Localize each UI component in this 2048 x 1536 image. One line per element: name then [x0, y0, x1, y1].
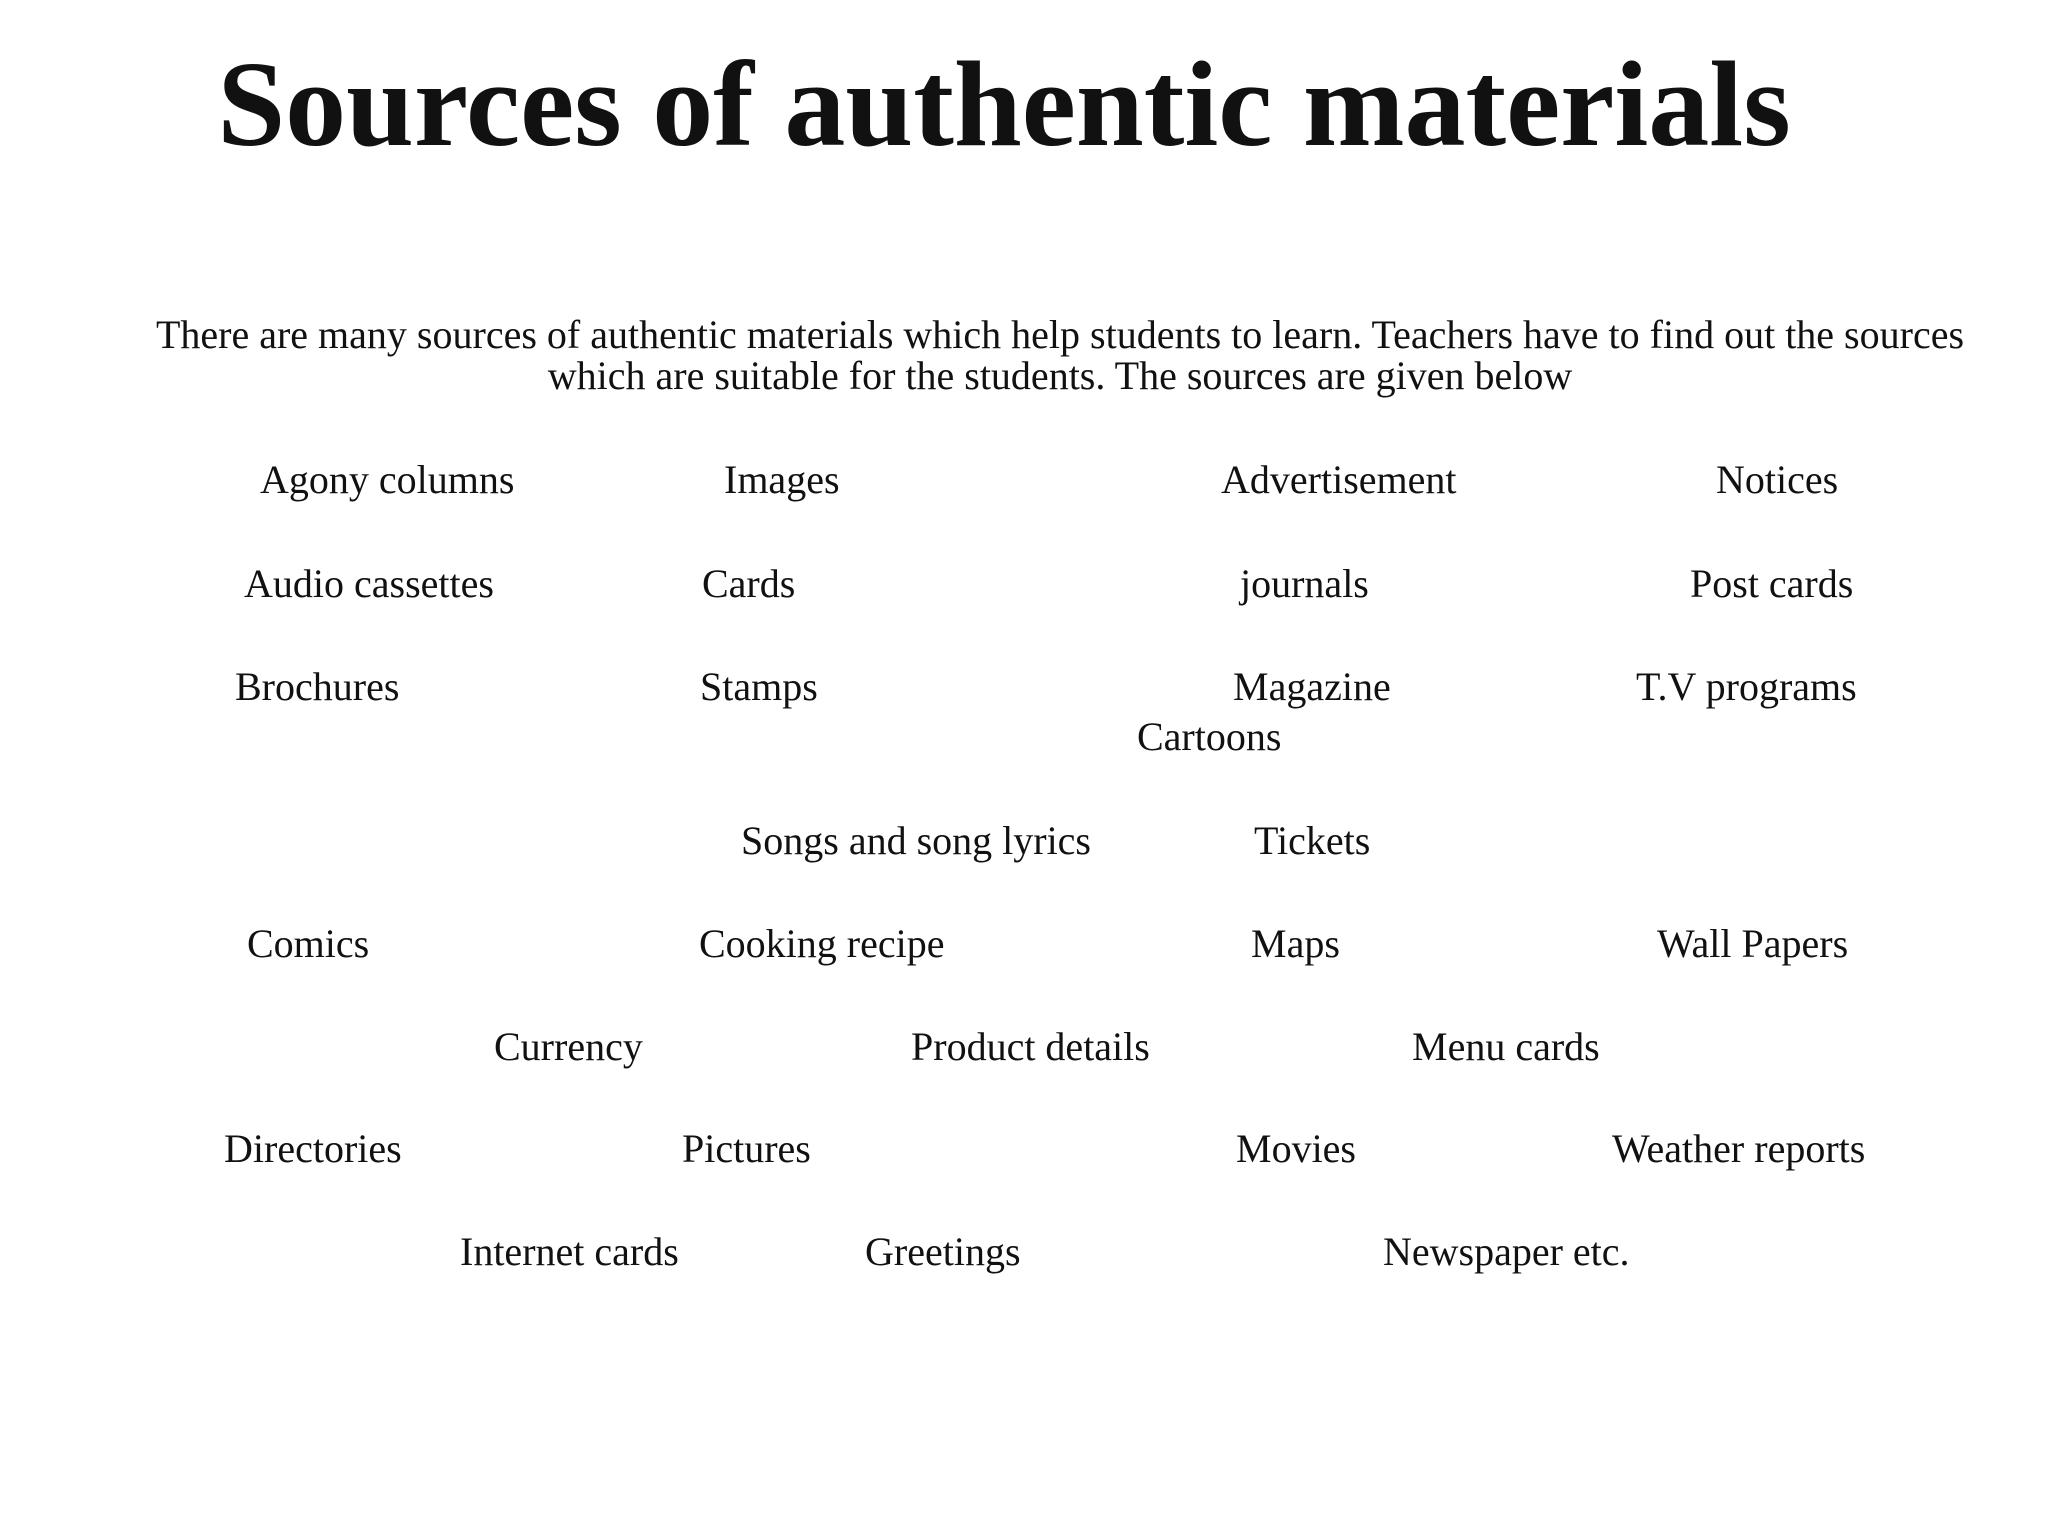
source-item: Images	[724, 457, 840, 502]
source-item: Cooking recipe	[699, 921, 945, 966]
source-item: Cartoons	[1137, 714, 1282, 759]
source-item: Newspaper etc.	[1383, 1229, 1630, 1274]
source-item: Tickets	[1254, 818, 1371, 863]
source-item: T.V programs	[1636, 664, 1857, 709]
source-item: Agony columns	[260, 457, 515, 502]
source-item: Comics	[247, 921, 370, 966]
source-item: Maps	[1251, 921, 1340, 966]
source-item: Audio cassettes	[244, 561, 494, 606]
source-item: Product details	[911, 1024, 1150, 1069]
source-item: Movies	[1236, 1126, 1356, 1171]
source-item: Wall Papers	[1657, 921, 1849, 966]
source-item: Menu cards	[1412, 1024, 1600, 1069]
source-item: Weather reports	[1612, 1126, 1866, 1171]
source-item: Internet cards	[460, 1229, 679, 1274]
source-item: Notices	[1716, 457, 1839, 502]
source-item: Directories	[224, 1126, 402, 1171]
source-item: Advertisement	[1221, 457, 1457, 502]
source-item: Post cards	[1690, 561, 1854, 606]
intro-paragraph: There are many sources of authentic materials which help students to learn. Teachers have to find out the sources which are suitable for the students. The sources are given below	[155, 312, 1965, 398]
slide-title: Sources of authentic materials	[217, 37, 1791, 172]
source-item: Currency	[494, 1024, 643, 1069]
source-item: journals	[1240, 561, 1369, 606]
source-item: Songs and song lyrics	[741, 818, 1091, 863]
source-item: Magazine	[1233, 664, 1391, 709]
source-item: Greetings	[865, 1229, 1021, 1274]
source-item: Stamps	[700, 664, 818, 709]
source-item: Brochures	[235, 664, 400, 709]
source-item: Pictures	[682, 1126, 811, 1171]
source-item: Cards	[702, 561, 796, 606]
